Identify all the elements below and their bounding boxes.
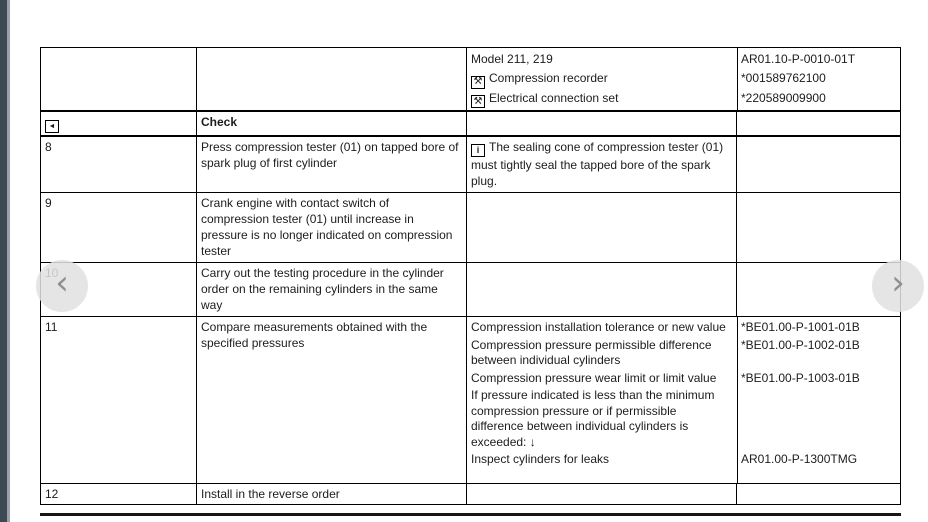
empty-cell bbox=[737, 193, 900, 262]
spec-code bbox=[737, 387, 900, 451]
table-row-step-11 bbox=[41, 317, 900, 484]
step-number: 9 bbox=[41, 193, 197, 262]
table-row-step-10 bbox=[41, 263, 900, 317]
part-number: *220589009900 bbox=[741, 90, 826, 105]
special-tool-icon: ⚒ bbox=[471, 76, 485, 89]
pair-line bbox=[467, 451, 900, 469]
page-end-rule bbox=[40, 513, 901, 516]
pair-line bbox=[467, 89, 900, 109]
pair-line bbox=[467, 319, 900, 337]
chevron-left-icon: ‹ bbox=[55, 263, 69, 303]
table-row-step-9 bbox=[41, 193, 900, 263]
step-number: 12 bbox=[41, 484, 197, 504]
step-number: 8 bbox=[41, 137, 197, 192]
spec-text: Compression pressure wear limit or limit value bbox=[471, 370, 717, 385]
table-row-step-8 bbox=[41, 137, 900, 193]
spec-code: *BE01.00-P-1001-01B bbox=[741, 320, 860, 334]
step-action: Press compression tester (01) on tapped bore of spark plug of first cylinder bbox=[197, 137, 467, 192]
empty-cell bbox=[737, 484, 900, 504]
procedure-table bbox=[40, 47, 901, 505]
part-number: *001589762100 bbox=[741, 71, 826, 85]
pair-line bbox=[467, 69, 900, 89]
empty-cell bbox=[467, 112, 737, 135]
step-action: Compare measurements obtained with the specified pressures bbox=[197, 317, 467, 483]
models-tools-pairs bbox=[467, 48, 900, 110]
scrollbar-track bbox=[7, 0, 10, 522]
step-number: 11 bbox=[41, 317, 197, 483]
section-title: Check bbox=[197, 112, 467, 135]
document-page bbox=[40, 47, 901, 516]
step-action: Carry out the testing procedure in the cylinder order on the remaining cylinders in the same way bbox=[197, 263, 467, 316]
empty-cell bbox=[197, 48, 467, 110]
empty-cell bbox=[467, 484, 737, 504]
empty-cell bbox=[467, 193, 737, 262]
empty-cell bbox=[737, 137, 900, 192]
pair-line bbox=[467, 370, 900, 388]
previous-page-button[interactable] bbox=[36, 260, 88, 312]
pair-line bbox=[467, 50, 900, 69]
step-note: The sealing cone of compression tester (01) must tightly seal the tapped bore of the spark plug. bbox=[471, 140, 724, 188]
spec-code: AR01.00-P-1300TMG bbox=[741, 452, 858, 466]
next-page-button[interactable] bbox=[872, 260, 924, 312]
tool-text bbox=[467, 69, 737, 89]
step-note-cell bbox=[467, 137, 737, 192]
step-action: Install in the reverse order bbox=[197, 484, 467, 504]
tool-text bbox=[467, 89, 737, 109]
page-gap bbox=[40, 505, 901, 513]
table-row-check-header bbox=[41, 110, 900, 137]
spec-pairs bbox=[467, 317, 900, 483]
spec-code: *BE01.00-P-1002-01B bbox=[741, 337, 860, 352]
empty-cell bbox=[467, 263, 737, 316]
pair-line bbox=[467, 387, 900, 451]
table-row-step-12 bbox=[41, 484, 900, 505]
tool-label: Compression recorder bbox=[489, 71, 608, 85]
section-icon-cell bbox=[41, 112, 197, 135]
spec-code: *BE01.00-P-1003-01B bbox=[741, 370, 860, 385]
window-edge-bar bbox=[0, 0, 7, 522]
document-code: AR01.10-P-0010-01T bbox=[741, 52, 856, 66]
model-text: Model 211, 219 bbox=[471, 52, 553, 66]
tool-label: Electrical connection set bbox=[489, 90, 619, 105]
special-tool-icon: ⚒ bbox=[471, 95, 485, 108]
empty-cell bbox=[41, 48, 197, 110]
chevron-right-icon: › bbox=[891, 263, 905, 303]
empty-cell bbox=[737, 112, 900, 135]
info-icon: i bbox=[471, 144, 485, 157]
pair-line bbox=[467, 337, 900, 370]
previous-step-icon: ◄ bbox=[45, 120, 59, 133]
table-row-models-tools bbox=[41, 48, 900, 110]
step-action: Crank engine with contact switch of compression tester (01) until increase in pressure is no longer indicated on compression tester bbox=[197, 193, 467, 262]
spec-text: Compression pressure permissible difference between individual cylinders bbox=[471, 337, 712, 367]
spec-text: If pressure indicated is less than the minimum compression pressure or if permissible difference between individual cylinders is exceeded: ↓ bbox=[471, 388, 715, 449]
spec-text: Inspect cylinders for leaks bbox=[471, 452, 610, 466]
spec-text: Compression installation tolerance or new value bbox=[471, 320, 726, 334]
